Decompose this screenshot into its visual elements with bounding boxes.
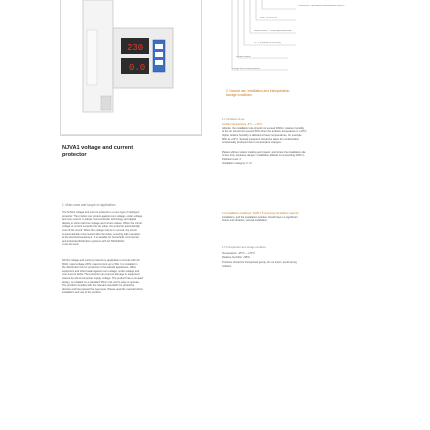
model-label: Voltage and current protector xyxy=(232,68,261,70)
text-line: Places without violent shaking and impact, and where the installation site xyxy=(222,150,306,154)
product-title-block xyxy=(62,145,202,158)
text-line: installation, and the installation position should have no significant xyxy=(222,215,298,219)
text-line: 90% at +20°C. Special measures should be taken for condensation xyxy=(222,137,300,141)
text-line: occasionally produced due to temperature changes. xyxy=(222,141,282,145)
text-line: Pollution level: 2 xyxy=(222,157,241,161)
paragraph-2 xyxy=(62,259,194,295)
text-line: Installation category: II, III xyxy=(222,161,252,165)
section-heading-1: 1. Main uses and scope of application xyxy=(62,203,116,207)
product-title-line2: protector xyxy=(62,151,87,158)
text-line: It can be used. xyxy=(62,243,80,247)
text-line: design, is installed on a standard 35mm rail, and is easy to operate. xyxy=(62,280,140,284)
text-line: of the air should not exceed 50% when the ambient temperature is +40°C; xyxy=(222,130,308,134)
label-line: Connection: Top-bottom outlet/bottom-in-top-out xyxy=(298,5,345,7)
section-2-2 xyxy=(222,212,397,223)
text-line: collision. xyxy=(222,264,232,268)
text-line: installation and use of the product. xyxy=(62,291,102,295)
section-heading-2: 2. Normal use, installation and transportation, xyxy=(226,89,291,93)
section-2-heading xyxy=(226,89,396,97)
svg-text:230: 230 xyxy=(127,43,144,53)
label-line: 1P: 1 (Default)/2P/3P/4P(N) xyxy=(254,42,281,44)
text-line: equipment and other loads against over-voltage, under-voltage and xyxy=(62,269,140,273)
protector-device-image xyxy=(61,0,201,135)
label-line: Rated current: 1~63A (adjustable)/40A xyxy=(254,30,292,32)
text-line: higher relative humidity is allowed at lower temperatures, for example xyxy=(222,133,302,137)
text-line: Ambient temperature -5°C ~ +40°C xyxy=(222,123,263,127)
subsection-title: 2.3 Transportation and storage conditions xyxy=(222,246,266,249)
text-line: is automatically reconnected after the delay, ensuring safe operation xyxy=(62,232,141,236)
text-line: caused by abnormal power supply voltage. The product has a compact xyxy=(62,276,144,280)
product-image-frame xyxy=(60,0,202,136)
text-line: cuts off the circuit. When the voltage returns to normal, the circuit xyxy=(62,228,137,232)
text-line: is free from explosive danger. Installation altitude not exceeding 2000 m. xyxy=(222,154,306,158)
svg-text:0.0: 0.0 xyxy=(129,63,146,73)
text-line: 50Hz, rated voltage 230V, rated current up to 63A. It is installed in xyxy=(62,262,138,266)
text-line: protector. The product can protect against over-voltage, under-voltage xyxy=(62,214,143,218)
paragraph-1 xyxy=(62,211,194,247)
subsection-title: 2.1 Conditions of use xyxy=(222,118,245,121)
title-divider xyxy=(60,134,202,135)
section-2-1 xyxy=(222,118,397,165)
text-line: voltage or current exceeds the set value, the protector automatically xyxy=(62,225,140,229)
section-subheading-2: storage conditions xyxy=(226,93,252,97)
text-line: shock and vibration, vertical installation. xyxy=(222,219,268,223)
text-line: Temperature: -25°C ~ +70°C xyxy=(222,252,255,256)
text-line: NJVA1 voltage and current protector is applicable to circuits with AC xyxy=(62,258,140,262)
text-line: Relative humidity: ≤95% xyxy=(222,255,250,259)
section-2-3 xyxy=(222,246,397,269)
text-line: devices and has passed the type tests. Please read the manual before xyxy=(62,287,143,291)
text-line: over-current faults. The protector can prevent damage to equipment xyxy=(62,273,140,277)
text-line: display to show real-time voltage and current values. When the circuit xyxy=(62,221,142,225)
left-column xyxy=(62,203,194,295)
text-line: Products should be transported gently, do not invert, avoid strong xyxy=(222,261,297,265)
text-line: and over-current. It adopts microcontroller technology and digital xyxy=(62,218,136,222)
text-line: The product complies with the relevant standards for protective xyxy=(62,284,135,288)
text-line: 2.2 Installation conditions: TH35-7.5 mounting rail shall be used for xyxy=(222,212,299,215)
text-line: and industrial distribution systems with AC 50Hz/60Hz. xyxy=(62,239,125,243)
design-number-label: Design number xyxy=(236,56,251,58)
text-line: The NJVA1 voltage and current protector is a new type of intelligent xyxy=(62,211,140,214)
product-title: NJVA1 voltage and current xyxy=(62,145,134,151)
text-line: the distribution box for protection of household appliances, office xyxy=(62,266,136,270)
text-line: of the electrical equipment. It is suitable for household, commercial xyxy=(62,236,139,240)
label-line: Pole: 1P+N/2P+N xyxy=(260,17,278,19)
text-line: Altitude: the installation site should not exceed 2000m; relative humidity xyxy=(222,126,305,130)
